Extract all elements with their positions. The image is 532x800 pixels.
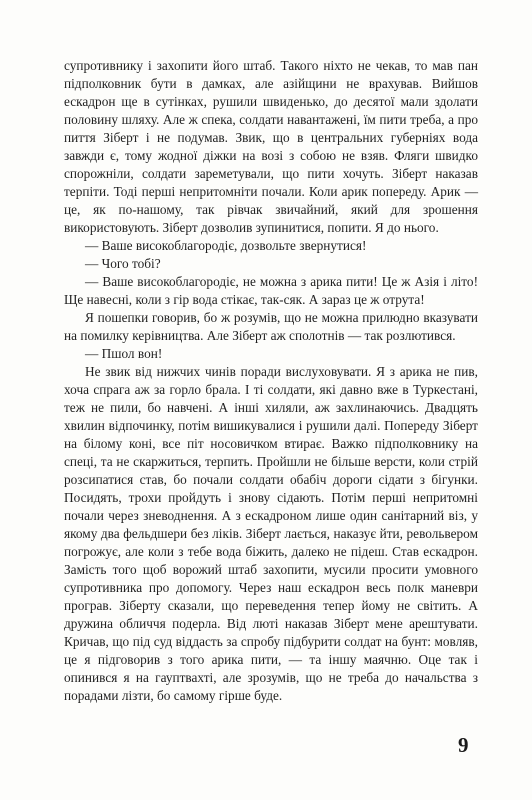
paragraph-6: — Пшол вон! [85, 346, 163, 361]
body-text [64, 57, 478, 705]
paragraph-2: — Ваше високоблагородіє, дозвольте звернутися! [85, 238, 367, 253]
paragraph-3: — Чого тобі? [85, 256, 161, 271]
paragraph-7: Не звик від нижчих чинів поради вислуховувати. Я з арика не пив, хоча спрага аж за горло брала. І ті солдати, які давно вже в Туркестані, теж не пили, бо навчені. А інші хиляли, аж захлинаючись. Двадцять хвилин відпочинку, потім вишикувалися і рушили далі. Попереду Зіберт на білому коні, все піт носовичком втирає. Важко підполковнику на спеці, та не скаржиться, терпить. Пройшли не більше версти, коли стрій розсипатися став, бо почали солдати обабіч дороги сідати з бігунки. Посидять, трохи пройдуть і знову сідають. Потім перші непритомні почали через зневоднення. А з ескадроном лише один санітарний віз, у якому два фельдшери без ліків. Зіберт лається, наказує йти, револьвером погрожує, але коли з тебе вода біжить, далеко не підеш. Став ескадрон. Замість того щоб ворожий штаб захопити, мусили просити умовного супротивника про допомогу. Через наш ескадрон весь полк маневри програв. Зіберту сказали, що переведення тепер йому не світить. А дружина обличчя подерла. Від люті наказав Зіберт мене арештувати. Кричав, що під суд віддасть за спробу підбурити солдат на бунт: мовляв, це я підговорив з того арика пити, — та іншу маячню. Оце так і опинився я на гауптвахті, але зрозумів, що не треба до начальства з порадами лізти, бо самому гірше буде. [64, 364, 478, 703]
paragraph-4: — Ваше високоблагородіє, не можна з арика пити! Це ж Азія і літо! Ще навесні, коли з гір вода стікає, так-сяк. А зараз це ж отрута! [64, 274, 478, 307]
paragraph-1: супротивнику і захопити його штаб. Такого ніхто не чекав, то мав пан підполковник бути в дамках, але азійщини не врахував. Вийшов ескадрон ще в сутінках, рушили швиденько, до десятої мали здолати половину шляху. Але ж спека, солдати навантажені, їм пити треба, а про пиття Зіберт і не подумав. Звик, що в центральних губерніях вода завжди є, тому жодної діжки на возі з собою не взяв. Фляги швидко спорожніли, солдати зареметували, що пити хочуть. Зіберт наказав терпіти. Тоді перші непритомніти почали. Коли арик попереду. Арик — це, як по-нашому, так рівчак звичайний, який для зрошення використовують. Зіберт дозволив зупинитися, попити. Я до нього. [64, 58, 478, 235]
page-number: 9 [458, 733, 469, 757]
paragraph-5: Я пошепки говорив, бо ж розумів, що не можна прилюдно вказувати на помилку керівництва. Але Зіберт аж сполотнів — так розлютився. [64, 310, 478, 343]
